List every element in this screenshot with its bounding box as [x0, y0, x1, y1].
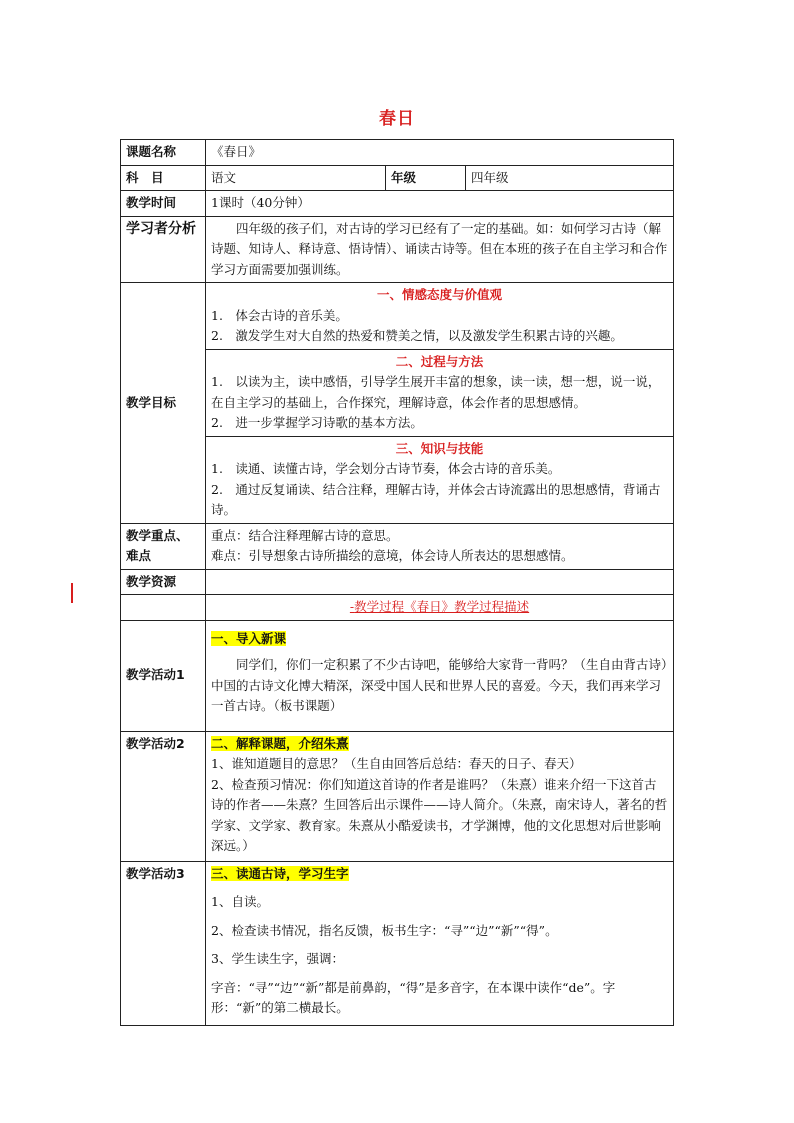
goals-section-3 — [206, 436, 673, 523]
activity1-label: 教学活动1 — [121, 620, 206, 731]
grade-value: 四年级 — [466, 165, 674, 191]
row-activity-2 — [121, 731, 674, 861]
course-name-label: 课题名称 — [121, 140, 206, 166]
time-value: 1课时（40分钟） — [206, 191, 674, 217]
goals-item: 2. 激发学生对大自然的热爱和赞美之情，以及激发学生积累古诗的兴趣。 — [211, 328, 623, 343]
row-activity-1 — [121, 620, 674, 731]
row-resources — [121, 569, 674, 595]
learner-label: 学习者分析 — [121, 216, 206, 283]
process-heading — [206, 595, 674, 621]
activity1-cell — [206, 620, 674, 731]
activity3-label: 教学活动3 — [121, 861, 206, 1025]
row-subject — [121, 165, 674, 191]
row-course-name — [121, 140, 674, 166]
row-process — [121, 595, 674, 621]
activity1-heading: 一、导入新课 — [211, 630, 287, 646]
goals-item: 1. 以读为主，读中感悟，引导学生展开丰富的想象，读一读，想一想，说一说，在自主学习的基础上，合作探究，理解诗意，体会作者的思想感情。 — [211, 374, 661, 410]
course-name-value: 《春日》 — [206, 140, 674, 166]
goals-label: 教学目标 — [121, 283, 206, 524]
resources-label: 教学资源 — [121, 569, 206, 595]
row-learner — [121, 216, 674, 283]
activity3-line: 字音：“寻”“边”“新”都是前鼻韵，“得”是多音字，在本课中读作“de”。字形：“新”的第二横最长。 — [211, 979, 616, 1015]
time-label: 教学时间 — [121, 191, 206, 217]
row-keypoints — [121, 523, 674, 569]
process-dash: - — [349, 599, 355, 614]
learner-text: 四年级的孩子们，对古诗的学习已经有了一定的基础。如：如何学习古诗（解诗题、知诗人、释诗意、悟诗情）、诵读古诗等。但在本班的孩子在自主学习和合作学习方面需要加强训练。 — [211, 220, 668, 277]
resources-value — [206, 569, 674, 595]
keypoints-cell — [206, 523, 674, 569]
activity2-heading: 二、解释课题，介绍朱熹 — [211, 735, 349, 751]
keypoints-difficulty: 难点：引导想象古诗所描绘的意境，体会诗人所表达的思想感情。 — [211, 548, 574, 563]
document-title: 春日 — [379, 109, 415, 129]
row-time — [121, 191, 674, 217]
activity2-line: 1、谁知道题目的意思？（生自由回答后总结：春天的日子、春天） — [211, 756, 582, 771]
subject-label: 科 目 — [121, 165, 206, 191]
activity3-line: 2、检查读书情况，指名反馈，板书生字：“寻”“边”“新”“得”。 — [211, 922, 558, 938]
activity2-cell — [206, 731, 674, 861]
goals-heading-2: 二、过程与方法 — [395, 353, 484, 369]
process-empty — [121, 595, 206, 621]
goals-item: 2. 进一步掌握学习诗歌的基本方法。 — [211, 415, 423, 430]
learner-cell — [206, 216, 674, 283]
row-goals — [121, 283, 674, 524]
activity1-text: 同学们，你们一定积累了不少古诗吧，能够给大家背一背吗？（生自由背古诗）中国的古诗文化博大精深，深受中国人民和世界人民的喜爱。今天，我们再来学习一首古诗。（板书课题） — [211, 657, 668, 713]
activity3-line: 1、自读。 — [211, 894, 269, 909]
activity3-heading: 三、读通古诗，学习生字 — [211, 865, 349, 881]
activity2-label: 教学活动2 — [121, 731, 206, 861]
goals-section-1 — [206, 283, 673, 349]
goals-heading-1: 一、情感态度与价值观 — [377, 287, 503, 302]
lesson-plan-table — [120, 139, 674, 1026]
goals-cell — [206, 283, 674, 524]
subject-value: 语文 — [206, 165, 386, 191]
activity3-cell — [206, 861, 674, 1025]
goals-item: 1. 读通、读懂古诗，学会划分古诗节奏，体会古诗的音乐美。 — [211, 461, 561, 476]
goals-item: 1. 体会古诗的音乐美。 — [211, 307, 348, 323]
goals-heading-3: 三、知识与技能 — [395, 440, 484, 456]
keypoints-focus: 重点：结合注释理解古诗的意思。 — [211, 527, 399, 543]
activity2-line: 2、检查预习情况：你们知道这首诗的作者是谁吗？（朱熹）谁来介绍一下这首古诗的作者——朱熹？生回答后出示课件——诗人简介。（朱熹，南宋诗人，著名的哲学家、文学家、教育家。朱熹从小酷爱读书，才学渊博，他的文化思想对后世影响深远。） — [211, 776, 668, 853]
edit-marker — [71, 583, 73, 603]
row-activity-3 — [121, 861, 674, 1025]
goals-section-2 — [206, 349, 673, 436]
goals-item: 2. 通过反复诵读、结合注释，理解古诗，并体会古诗流露出的思想感情，背诵古诗。 — [211, 481, 661, 517]
process-text: 教学过程《春日》教学过程描述 — [354, 599, 530, 614]
grade-label: 年级 — [386, 165, 466, 191]
keypoints-label: 教学重点、难点 — [121, 523, 206, 569]
activity3-line: 3、学生读生字，强调： — [211, 951, 344, 966]
